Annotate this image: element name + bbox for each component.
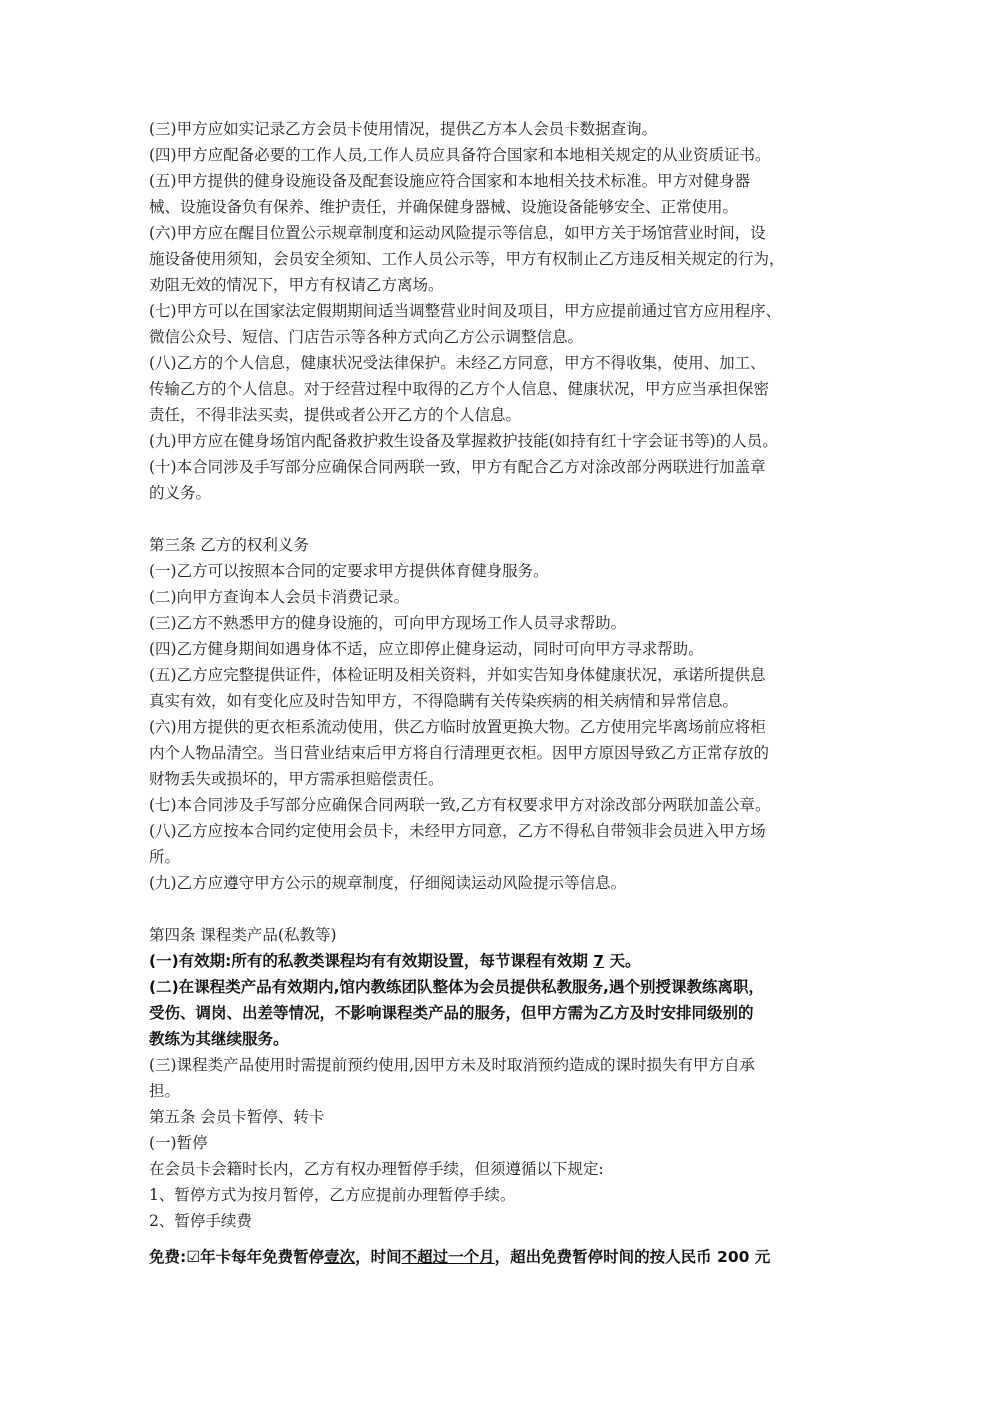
- section3: [149, 532, 849, 896]
- paragraph-line: (八)乙方的个人信息，健康状况受法律保护。未经乙方同意，甲方不得收集，使用、加工、: [149, 354, 766, 372]
- paragraph-line: (七)甲方可以在国家法定假期期间适当调整营业时间及项目，甲方应提前通过官方应用程序、: [149, 302, 782, 320]
- paragraph-line: 施设备使用须知，会员安全须知、工作人员公示等，甲方有权制止乙方违反相关规定的行为，: [149, 250, 785, 268]
- paragraph-line: 真实有效，如有变化应及时告知甲方，不得隐瞒有关传染疾病的相关病情和异常信息。: [149, 692, 739, 710]
- paragraph-line: 传输乙方的个人信息。对于经营过程中取得的乙方个人信息、健康状况，甲方应当承担保密: [149, 380, 770, 398]
- section-title: 第四条 课程类产品(私教等): [149, 926, 337, 944]
- paragraph-line: (十)本合同涉及手写部分应确保合同两联一致，甲方有配合乙方对涂改部分两联进行加盖章: [149, 458, 766, 476]
- paragraph-line: 1、暂停方式为按月暂停，乙方应提前办理暂停手续。: [149, 1186, 516, 1204]
- fee-text-start: 免费:☑年卡每年免费暂停: [149, 1248, 325, 1266]
- fee-line: [149, 1244, 849, 1270]
- paragraph-line: (六)甲方应在醒目位置公示规章制度和运动风险提示等信息，如甲方关于场馆营业时间，设: [149, 224, 766, 242]
- paragraph-line: (九)乙方应遵守甲方公示的规章制度，仔细阅读运动风险提示等信息。: [149, 874, 627, 892]
- paragraph-line: 受伤、调岗、出差等情况，不影响课程类产品的服务，但甲方需为乙方及时安排同级别的: [149, 1004, 754, 1022]
- section-title: 第五条 会员卡暂停、转卡: [149, 1108, 325, 1126]
- blank-line: [149, 1234, 849, 1244]
- fee-count: 壹次: [324, 1248, 356, 1266]
- paragraph-line: 劝阻无效的情况下，甲方有权请乙方离场。: [149, 276, 444, 294]
- paragraph-line: 的义务。: [149, 484, 212, 502]
- fee-text-end: ，超出免费暂停时间的按人民币 200 元: [494, 1248, 771, 1266]
- contract-text: [149, 116, 849, 1270]
- validity-line: [149, 948, 849, 974]
- paragraph-line: (一)暂停: [149, 1134, 208, 1152]
- blank-line: [149, 506, 849, 532]
- paragraph-line: 所。: [149, 848, 181, 866]
- paragraph-line: (五)甲方提供的健身设施设备及配套设施应符合国家和本地相关技术标准。甲方对健身器: [149, 172, 751, 190]
- paragraph-line: (三)课程类产品使用时需提前预约使用,因甲方未及时取消预约造成的课时损失有甲方自承: [149, 1056, 756, 1074]
- fee-text-mid: ，时间: [355, 1248, 402, 1266]
- paragraph-line: (三)乙方不熟悉甲方的健身设施的，可向甲方现场工作人员寻求帮助。: [149, 614, 627, 632]
- section5: [149, 1104, 849, 1270]
- paragraph-line: 械、设施设备负有保养、维护责任，并确保健身器械、设施设备能够安全、正常使用。: [149, 198, 739, 216]
- section2-items: [149, 116, 849, 506]
- validity-text: (一)有效期:所有的私教类课程均有有效期设置，每节课程有效期: [149, 952, 594, 970]
- validity-days: 7: [593, 952, 605, 970]
- section4: [149, 922, 849, 1104]
- paragraph-line: 财物丢失或损坏的，甲方需承担赔偿责任。: [149, 770, 444, 788]
- paragraph-line: 在会员卡会籍时长内，乙方有权办理暂停手续，但须遵循以下规定:: [149, 1160, 604, 1178]
- paragraph-line: 担。: [149, 1082, 181, 1100]
- blank-line: [149, 896, 849, 922]
- paragraph-line: (五)乙方应完整提供证件，体检证明及相关资料，并如实告知身体健康状况，承诺所提供息: [149, 666, 766, 684]
- fee-duration: 不超过一个月: [401, 1248, 495, 1266]
- paragraph-line: (三)甲方应如实记录乙方会员卡使用情况，提供乙方本人会员卡数据查询。: [149, 120, 658, 138]
- paragraph-line: 责任，不得非法买卖，提供或者公开乙方的个人信息。: [149, 406, 522, 424]
- paragraph-line: (四)乙方健身期间如遇身体不适，应立即停止健身运动，同时可向甲方寻求帮助。: [149, 640, 704, 658]
- paragraph-line: (八)乙方应按本合同约定使用会员卡，未经甲方同意，乙方不得私自带领非会员进入甲方场: [149, 822, 766, 840]
- paragraph-line: 教练为其继续服务。: [149, 1030, 289, 1048]
- paragraph-line: (二)向甲方查询本人会员卡消费记录。: [149, 588, 410, 606]
- paragraph-line: (六)用方提供的更衣柜系流动使用，供乙方临时放置更换大物。乙方使用完毕离场前应将柜: [149, 718, 766, 736]
- paragraph-line: (九)甲方应在健身场馆内配备救护救生设备及掌握救护技能(如持有红十字会证书等)的人员。: [149, 432, 778, 450]
- section-title: 第三条 乙方的权利义务: [149, 536, 309, 554]
- validity-unit: 天。: [604, 952, 641, 970]
- paragraph-line: (七)本合同涉及手写部分应确保合同两联一致,乙方有权要求甲方对涂改部分两联加盖公章。: [149, 796, 771, 814]
- paragraph-line: 2、暂停手续费: [149, 1212, 252, 1230]
- paragraph-line: (一)乙方可以按照本合同的定要求甲方提供体育健身服务。: [149, 562, 549, 580]
- paragraph-line: 内个人物品清空。当日营业结束后甲方将自行清理更衣柜。因甲方原因导致乙方正常存放的: [149, 744, 770, 762]
- paragraph-line: (二)在课程类产品有效期内,馆内教练团队整体为会员提供私教服务,遇个别授课教练离职，: [149, 978, 764, 996]
- paragraph-line: (四)甲方应配备必要的工作人员,工作人员应具备符合国家和本地相关规定的从业资质证书。: [149, 146, 771, 164]
- paragraph-line: 微信公众号、短信、门店告示等各种方式向乙方公示调整信息。: [149, 328, 584, 346]
